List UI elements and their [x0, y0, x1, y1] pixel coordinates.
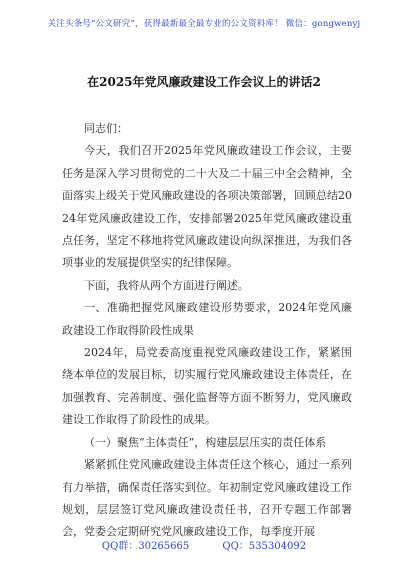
body-paragraph-2024: 2024年，局党委高度重视党风廉政建设工作，紧紧围绕本单位的发展目标，切实履行党风廉政建设主体责任，在加强教育、完善制度、强化监督等方面不断努力，党风廉政建设工作取得了阶段性的成果。 — [62, 346, 352, 427]
section-heading-1: 一、准确把握党风廉政建设形势要求，2024年党风廉政建设工作取得阶段性成果 — [62, 301, 352, 337]
qq-number: QQ：535304092 — [222, 541, 307, 552]
subsection-heading-1: （一）聚焦“主体责任”，构建层层压实的责任体系 — [84, 435, 327, 449]
body-paragraph-intro: 今天，我们召开2025年党风廉政建设工作会议，主要任务是深入学习贯彻党的二十大及二十届三中全会精神，全面落实上级关于党风廉政建设的各项决策部署，回顾总结2024年党风廉政建设工作，安排部署2025年党风廉政建设重点任务，坚定不移地将党风廉政建设向纵深推进，为我们各项事业的发展提供坚实的纪律保障。 — [62, 144, 352, 270]
promo-banner: 关注头条号“公文研究”，获得最新最全最专业的公文资料库！ 微信：gongwenyj — [47, 19, 361, 29]
qq-group-number: QQ群：30265665 — [101, 541, 190, 552]
body-paragraph-responsibility: 紧紧抓住党风廉政建设主体责任这个核心，通过一系列有力举措，确保责任落实到位。年初制定党风廉政建设工作规划，层层签订党风廉政建设责任书，召开专题工作部署会，党委会定期研究党风廉政建设工作，每季度开展 — [62, 458, 352, 539]
body-paragraph-outline: 下面，我将从两个方面进行阐述。 — [84, 278, 249, 292]
contact-footer — [0, 537, 408, 552]
salutation: 同志们： — [84, 122, 128, 135]
document-body — [62, 118, 352, 544]
document-title: 在2025年党风廉政建设工作会议上的讲话2 — [87, 75, 321, 89]
